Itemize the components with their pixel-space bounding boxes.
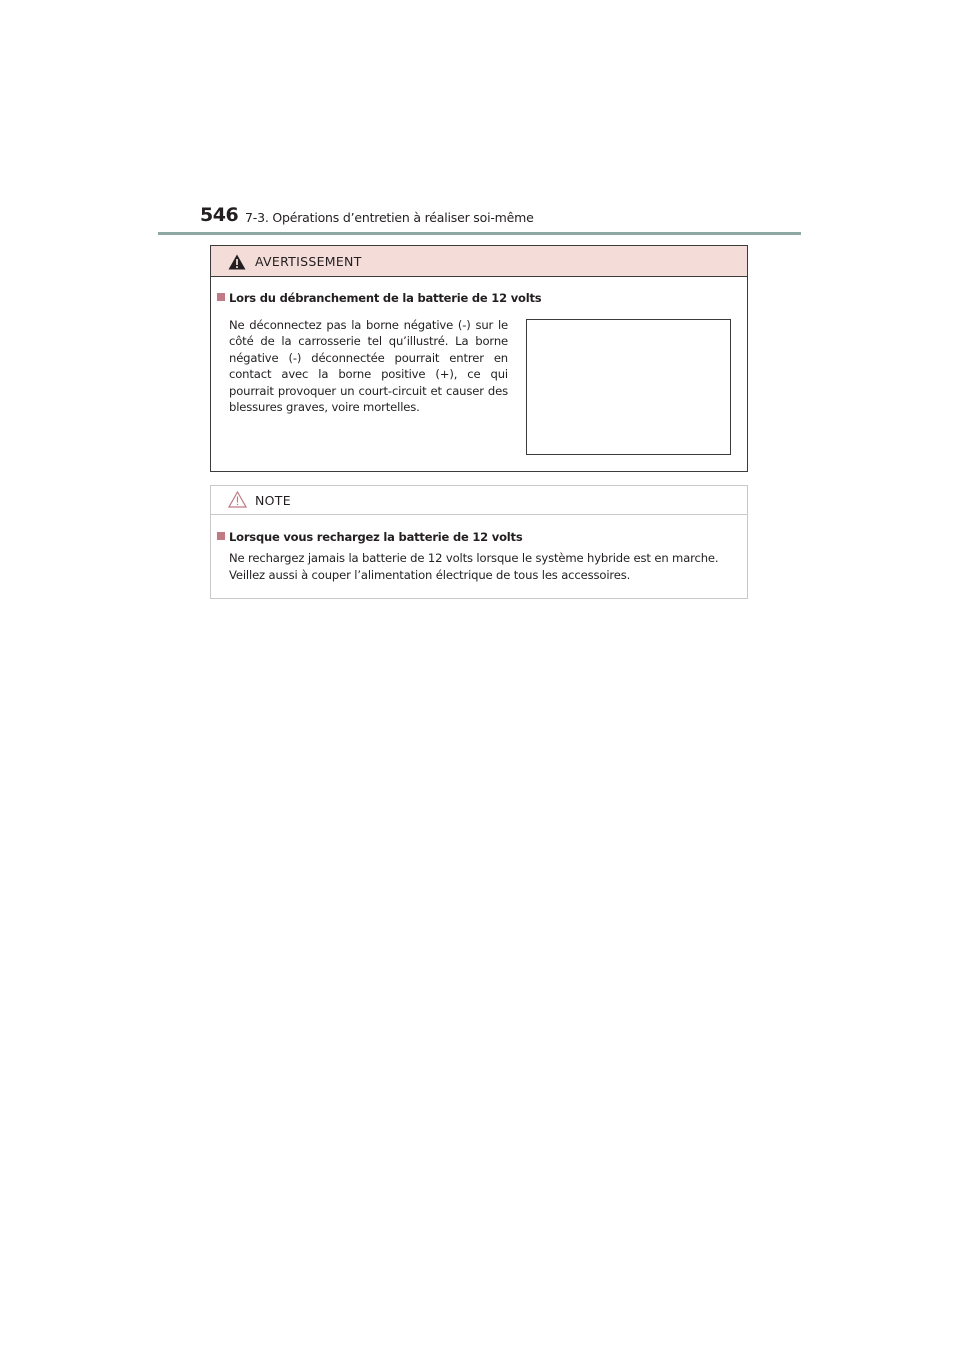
page-number: 546 <box>200 204 239 226</box>
note-header <box>211 486 747 515</box>
note-body-line: Veillez aussi à couper l’alimentation électrique de tous les accessoires. <box>229 567 631 582</box>
warning-illustration <box>526 319 731 455</box>
warning-subheading <box>217 291 541 305</box>
bullet-square-icon <box>217 532 225 540</box>
header-rule <box>158 232 801 235</box>
note-body-line: Ne rechargez jamais la batterie de 12 volts lorsque le système hybride est en marche. <box>229 551 719 565</box>
bullet-square-icon <box>217 293 225 301</box>
section-title: 7-3. Opérations d’entretien à réaliser soi-même <box>245 210 534 225</box>
warning-body: Ne déconnectez pas la borne négative (-) sur le côté de la carrosserie tel qu’illustré. La borne négative (-) déconnectée pourrait entrer en contact avec la borne positive (+), ce qui pourrait provoquer un court-circuit et causer des blessures graves, voire mortelles. <box>229 318 508 415</box>
note-body <box>229 550 747 583</box>
note-subheading <box>217 530 522 544</box>
warning-title: AVERTISSEMENT <box>255 254 362 269</box>
note-subheading-text: Lorsque vous rechargez la batterie de 12 volts <box>229 530 523 544</box>
warning-box <box>210 245 748 472</box>
note-box <box>210 485 748 599</box>
warning-subheading-text: Lors du débranchement de la batterie de 12 volts <box>229 291 542 305</box>
caution-outline-icon <box>228 491 247 508</box>
warning-header <box>211 246 747 277</box>
warning-triangle-icon <box>228 254 246 270</box>
note-title: NOTE <box>255 493 291 508</box>
